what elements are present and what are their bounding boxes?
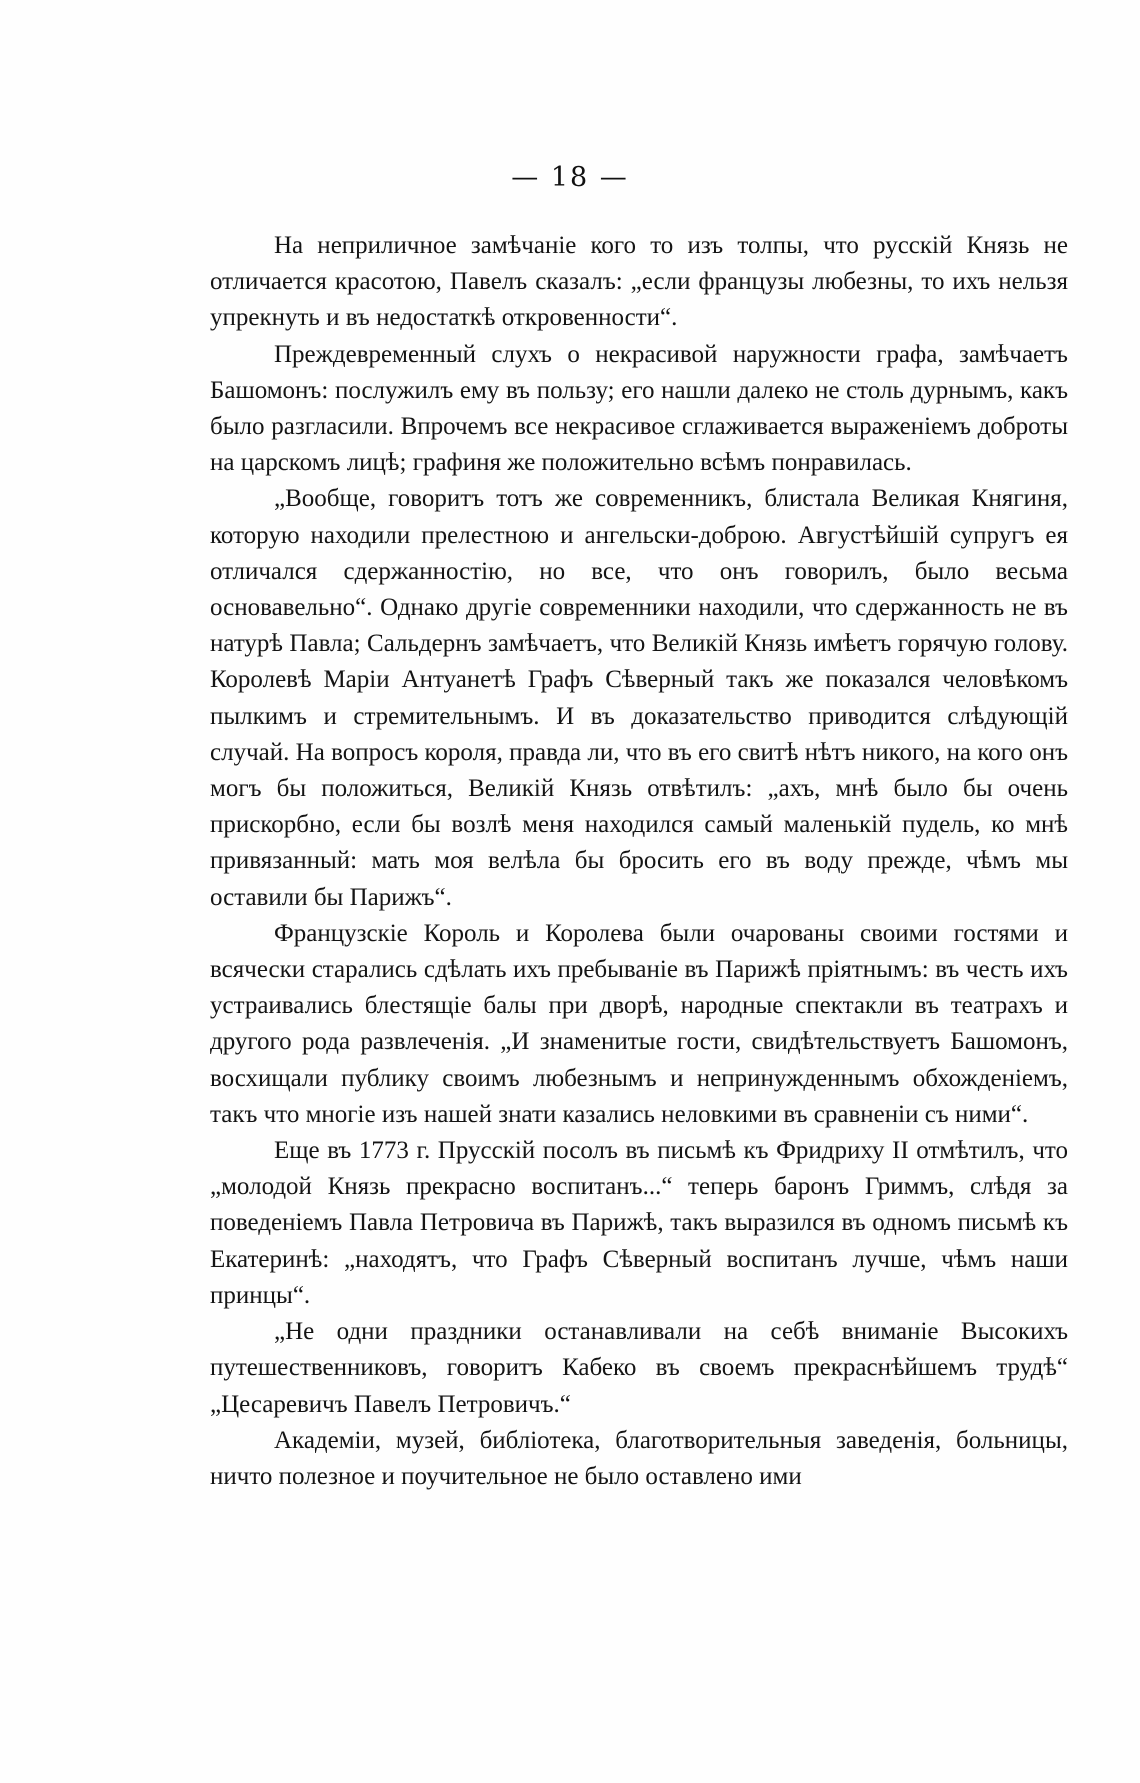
paragraph-4: Французскіе Король и Королева были очарованы своими гостями и всячески старались сдѣлать ихъ пребываніе въ Парижѣ пріятнымъ: въ честь ихъ устраивались блестящіе балы при дворѣ, народные спектакли въ театрахъ и другого рода развлеченія. „И знаменитые гости, свидѣтельствуетъ Башомонъ, восхищали публику своимъ любезнымъ и непринужденнымъ обхожденіемъ, такъ что многіе изъ нашей знати казались неловкими въ сравненіи съ ними“. <box>210 919 1068 1128</box>
paragraph-5: Еще въ 1773 г. Прусскій посолъ въ письмѣ къ Фридриху II отмѣтилъ, что „молодой Князь прекрасно воспитанъ...“ теперь баронъ Гриммъ, слѣдя за поведеніемъ Павла Петровича въ Парижѣ, такъ выразился въ одномъ письмѣ къ Екатеринѣ: „находятъ, что Графъ Сѣверный воспитанъ лучше, чѣмъ наши принцы“. <box>210 1137 1068 1309</box>
paragraph-2: Преждевременный слухъ о некрасивой наружности графа, замѣчаетъ Башомонъ: послужилъ ему въ пользу; его нашли далеко не столь дурнымъ, какъ было разгласили. Впрочемъ все некрасивое сглаживается выраженіемъ доброты на царскомъ лицѣ; графиня же положительно всѣмъ понравилась. <box>210 340 1068 477</box>
body-text <box>210 228 1068 1495</box>
paragraph-3: „Вообще, говоритъ тотъ же современникъ, блистала Великая Княгиня, которую находили прелестною и ангельски-доброю. Августѣйшій супругъ ея отличался сдержанностію, но все, что онъ говорилъ, было весьма основавельно“. Однако другіе современники находили, что сдержанность не въ натурѣ Павла; Сальдернъ замѣчаетъ, что Великій Князь имѣетъ горячую голову. Королевѣ Маріи Антуанетѣ Графъ Сѣверный такъ же показался человѣкомъ пылкимъ и стремительнымъ. И въ доказательство приводится слѣдующій случай. На вопросъ короля, правда ли, что въ его свитѣ нѣтъ никого, на кого онъ могъ бы положиться, Великій Князь отвѣтилъ: „ахъ, мнѣ было бы очень прискорбно, если бы возлѣ меня находился самый маленькій пудель, ко мнѣ привязанный: мать моя велѣла бы бросить его въ воду прежде, чѣмъ мы оставили бы Парижъ“. <box>210 485 1068 911</box>
paragraph-6: „Не одни праздники останавливали на себѣ вниманіе Высокихъ путешественниковъ, говоритъ Кабеко въ своемъ прекраснѣйшемъ трудѣ“ „Цесаревичъ Павелъ Петровичъ.“ <box>210 1318 1068 1418</box>
page-number: — 18 — <box>511 162 629 193</box>
paragraph-1: На неприличное замѣчаніе кого то изъ толпы, что русскій Князь не отличается красотою, Павелъ сказалъ: „если французы любезны, то ихъ нельзя упрекнуть и въ недостаткѣ откровенности“. <box>210 232 1068 332</box>
paragraph-7: Академіи, музей, библіотека, благотворительныя заведенія, больницы, ничто полезное и поучительное не было оставлено ими <box>210 1426 1068 1490</box>
